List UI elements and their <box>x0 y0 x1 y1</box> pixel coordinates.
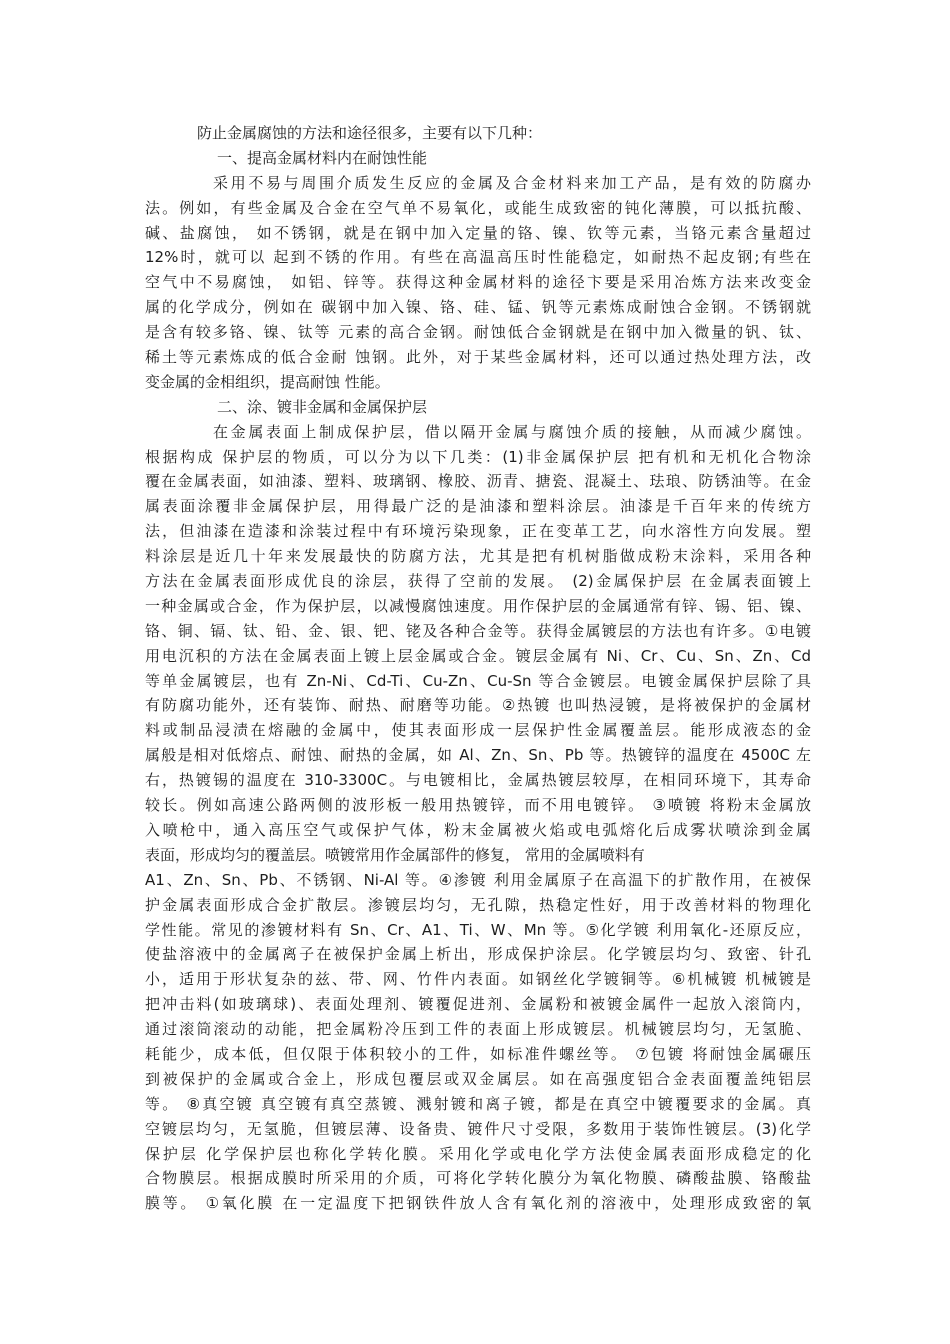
text-line: 等。 ⑧真空镀 真空镀有真空蒸镀、溅射镀和离子镀，都是在真空中镀覆要求的金属。真 <box>145 1094 811 1113</box>
text-line: 一种金属或合金，作为保护层，以减慢腐蚀速度。用作保护层的金属通常有锌、锡、铝、镍、 <box>145 596 811 615</box>
text-line: 铬、铜、镉、钛、铅、金、银、钯、铑及各种合金等。获得金属镀层的方法也有许多。①电镀 <box>145 621 811 640</box>
text-line: 把冲击料(如玻璃球)、表面处理剂、镀覆促进剂、金属粉和被镀金属件一起放入滚筒内， <box>145 995 811 1014</box>
text-line: 采用不易与周围介质发生反应的金属及合金材料来加工产品，是有效的防腐办 <box>213 173 811 192</box>
text-line: 小，适用于形状复杂的兹、带、网、竹件内表面。如钢丝化学镀铜等。⑥机械镀 机械镀是 <box>145 970 811 989</box>
text-line: 属般是相对低熔点、耐蚀、耐热的金属，如 Al、Zn、Sn、Pb 等。热镀锌的温度在 4500C 左 <box>145 746 811 765</box>
text-line: 通过滚筒滚动的动能，把金属粉冷压到工件的表面上形成镀层。机械镀层均匀，无氢脆、 <box>145 1020 811 1039</box>
text-line: 到被保护的金属或合金上，形成包覆层或双金属层。如在高强度铝合金表面覆盖纯铝层 <box>145 1069 811 1088</box>
text-line: 等单金属镀层，也有 Zn-Ni、Cd-Ti、Cu-Zn、Cu-Sn 等合金镀层。电镀金属保护层除了具 <box>145 671 811 690</box>
text-line: 变金属的金相组织，提高耐蚀 性能。 <box>145 372 390 391</box>
text-line: 空气中不易腐蚀， 如铝、锌等。获得这种金属材料的途径卞要是采用冶炼方法来改变金 <box>145 273 811 292</box>
text-line: 料或制品浸渍在熔融的金属中，使其表面形成一层保护性金属覆盖层。能形成液态的金 <box>145 721 811 740</box>
text-line: 右，热镀锡的温度在 310-3300C。与电镀相比，金属热镀层较厚，在相同环境下，其寿命 <box>145 771 811 790</box>
text-line: 膜等。 ①氧化膜 在一定温度下把钢铁件放人含有氧化剂的溶液中，处理形成致密的氧 <box>145 1194 811 1213</box>
text-line: 有防腐功能外，还有装饰、耐热、耐磨等功能。②热镀 也叫热浸镀，是将被保护的金属材 <box>145 696 811 715</box>
text-line: 耗能少，成本低，但仅限于体积较小的工件，如标准件螺丝等。 ⑦包镀 将耐蚀金属碾压 <box>145 1044 811 1063</box>
document-page <box>145 121 811 1216</box>
text-line: 使盐溶液中的金属离子在被保护金属上析出，形成保护涂层。化学镀层均匀、致密、针孔 <box>145 945 811 964</box>
text-line: 料涂层是近几十年来发展最快的防腐方法，尤其是把有机树脂做成粉末涂料，采用各种 <box>145 547 811 566</box>
text-line: 属的化学成分，例如在 碳钢中加入镍、铬、硅、锰、钒等元素炼成耐蚀合金钢。不锈钢就 <box>145 298 811 317</box>
text-line: 稀土等元素炼成的低合金耐 蚀钢。此外，对于某些金属材料，还可以通过热处理方法，改 <box>145 348 811 367</box>
text-line: 在金属表面上制成保护层，借以隔开金属与腐蚀介质的接触，从而减少腐蚀。 <box>213 422 811 441</box>
text-line: 入喷枪中，通入高压空气或保护气体，粉末金属被火焰或电弧熔化后成雾状喷涂到金属 <box>145 820 811 839</box>
text-line: A1、Zn、Sn、Pb、不锈钢、Ni-Al 等。④渗镀 利用金属原子在高温下的扩散作用，在被保 <box>145 870 811 889</box>
text-line: 是含有较多铬、镍、钛等 元素的高合金钢。耐蚀低合金钢就是在钢中加入微量的钒、钛、 <box>145 323 811 342</box>
text-line: 属表面涂覆非金属保护层，用得最广泛的是油漆和塑料涂层。油漆是千百年来的传统方 <box>145 497 811 516</box>
text-line: 方法在金属表面形成优良的涂层，获得了空前的发展。 (2)金属保护层 在金属表面镀上 <box>145 572 811 591</box>
text-line: 护金属表面形成合金扩散层。渗镀层均匀，无孔隙，热稳定性好，用于改善材料的物理化 <box>145 895 811 914</box>
text-line: 覆在金属表面，如油漆、塑料、玻璃钢、橡胶、沥青、搪瓷、混凝土、珐琅、防锈油等。在金 <box>145 472 811 491</box>
text-line: 二、涂、镀非金属和金属保护层 <box>217 397 428 416</box>
text-line: 12%时，就可以 起到不锈的作用。有些在高温高压时性能稳定，如耐热不起皮钢;有些在 <box>145 248 811 267</box>
text-line: 学性能。常见的渗镀材料有 Sn、Cr、A1、Ti、W、Mn 等。⑤化学镀 利用氧化-还原反应， <box>145 920 811 939</box>
text-line: 保护层 化学保护层也称化学转化膜。采用化学或电化学方法使金属表面形成稳定的化 <box>145 1144 811 1163</box>
text-line: 根据构成 保护层的物质，可以分为以下几类：(1)非金属保护层 把有机和无机化合物涂 <box>145 447 811 466</box>
text-line: 法，但油漆在造漆和涂装过程中有环境污染现象，正在变革工艺，向水溶性方向发展。塑 <box>145 522 811 541</box>
text-line: 一、提高金属材料内在耐蚀性能 <box>217 148 428 167</box>
text-line: 法。例如，有些金属及合金在空气单不易氧化，或能生成致密的钝化薄膜，可以抵抗酸、 <box>145 198 811 217</box>
text-line: 用电沉积的方法在金属表面上镀上层金属或合金。镀层金属有 Ni、Cr、Cu、Sn、Zn、Cd <box>145 646 811 665</box>
text-line: 合物膜层。根据成膜时所采用的介质，可将化学转化膜分为氧化物膜、磷酸盐膜、铬酸盐 <box>145 1169 811 1188</box>
text-line: 防止金属腐蚀的方法和途径很多，主要有以下几种： <box>197 124 543 142</box>
text-line: 表面，形成均匀的覆盖层。喷镀常用作金属部件的修复， 常用的金属喷料有 <box>145 845 645 864</box>
text-line: 碱、盐腐蚀， 如不锈钢，就是在钢中加入定量的铬、镍、钦等元素，当铬元素含量超过 <box>145 223 811 242</box>
text-line: 空镀层均匀，无氢脆，但镀层薄、设备贵、镀件尺寸受限，多数用于装饰性镀层。(3)化学 <box>145 1119 811 1138</box>
text-line: 较长。例如高速公路两侧的波形板一般用热镀锌，而不用电镀锌。 ③喷镀 将粉末金属放 <box>145 796 811 815</box>
